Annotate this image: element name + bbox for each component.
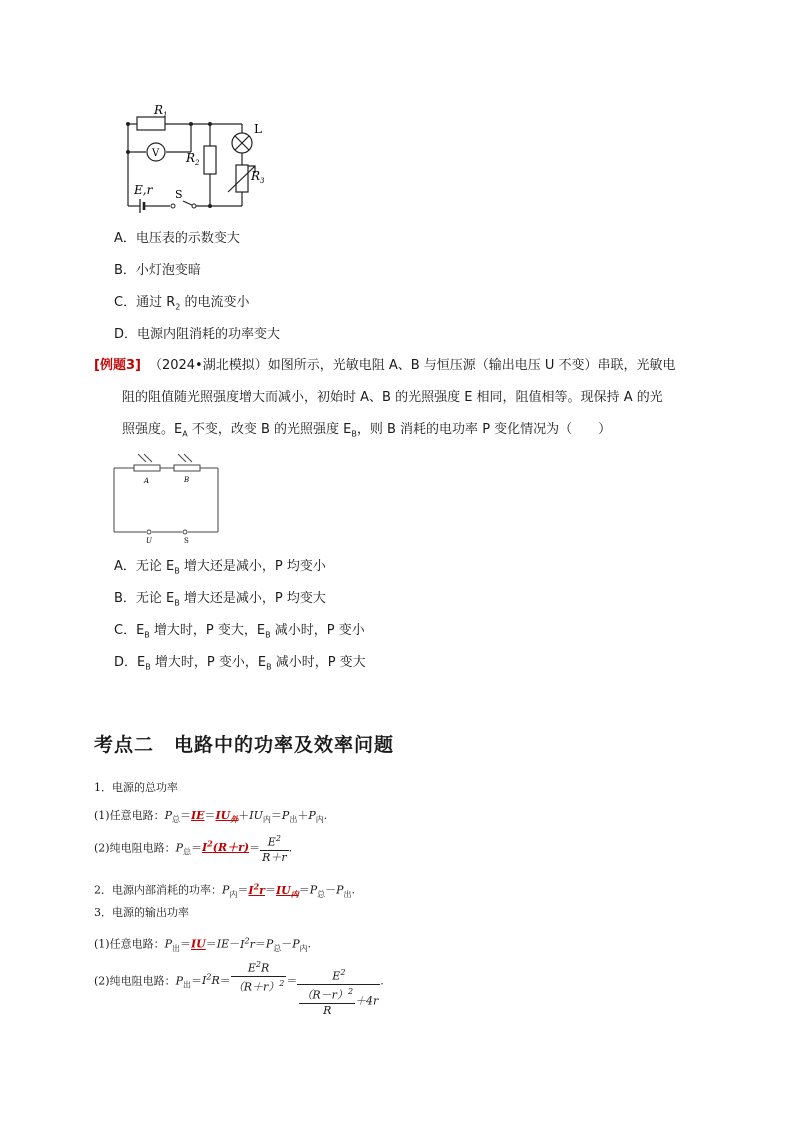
option-a: A．电压表的示数变大	[114, 231, 240, 246]
photoresistor-a	[134, 465, 160, 471]
label-u: U	[146, 537, 152, 544]
question-3-line-1: [例题3] （2024•湖北模拟）如图所示，光敏电阻 A、B 与恒压源（输出电压 U 不变）串联，光敏电	[94, 358, 676, 373]
option-b: B．小灯泡变暗	[114, 263, 201, 278]
note-3a: (1)任意电路：$P_出=IU=IE-I^2r=P_总-P_内$.	[94, 936, 312, 953]
q3-option-a: A．无论 $E_B$ 增大还是减小，P 均变小	[114, 559, 326, 576]
resistor-r1	[137, 117, 165, 130]
resistor-r2	[204, 146, 216, 174]
label-switch: S	[175, 188, 183, 201]
question-3-line-2: 阻的阻值随光照强度增大而减小，初始时 A、B 的光照强度 E 相同，阻值相等。现保持 A 的光	[122, 390, 663, 405]
label-source: E,r	[134, 183, 153, 197]
label-r1: $R_1$	[154, 103, 168, 119]
option-d: D．电源内阻消耗的功率变大	[114, 327, 281, 342]
note-1a: (1)任意电路：$P_总=IE=IU_外+IU_内=P_出+P_内$.	[94, 809, 328, 825]
question-3-line-3: 照强度。$E_A$ 不变，改变 B 的光照强度 $E_B$，则 B 消耗的电功率 P 变化情况为（ ）	[122, 422, 612, 439]
label-lamp: L	[254, 122, 262, 136]
photoresistor-b	[174, 465, 200, 471]
note-1: 1．电源的总功率	[94, 781, 178, 794]
note-3: 3．电源的输出功率	[94, 906, 189, 919]
label-voltmeter: V	[152, 148, 160, 159]
label-a: A	[144, 477, 150, 485]
q3-option-b: B．无论 $E_B$ 增大还是减小，P 均变大	[114, 591, 326, 608]
circuit-diagram-2	[108, 450, 228, 544]
label-b: B	[184, 476, 190, 484]
label-r3: $R_3$	[251, 169, 265, 185]
section-title: 考点二 电路中的功率及效率问题	[94, 734, 395, 756]
option-c: C．通过 $R_2$ 的电流变小	[114, 295, 250, 312]
label-s: S	[184, 537, 189, 544]
example-tag: [例题3]	[94, 358, 141, 373]
label-r2: $R_2$	[186, 151, 200, 167]
note-1b: (2)纯电阻电路：$P_总=I^2(R+r)=$ $\frac{E^2}{R+r}$ .	[94, 834, 293, 864]
circuit-diagram-1	[108, 100, 278, 215]
note-2: 2．电源内部消耗的功率：$P_内=I^2r=IU_内=P_总-P_出$.	[94, 881, 355, 899]
q3-option-c: C．$E_B$ 增大时，P 变大，$E_B$ 减小时，P 变小	[114, 623, 365, 640]
q3-option-d: D．$E_B$ 增大时，P 变小，$E_B$ 减小时，P 变大	[114, 655, 366, 672]
note-3b: (2)纯电阻电路：$P_出=I^2R=$ $\frac{E^2R}{(R+r)^2}$ ＝ $E^2$ $\frac{(R-r)^2}{R}$ ＋4r .	[94, 960, 384, 1017]
